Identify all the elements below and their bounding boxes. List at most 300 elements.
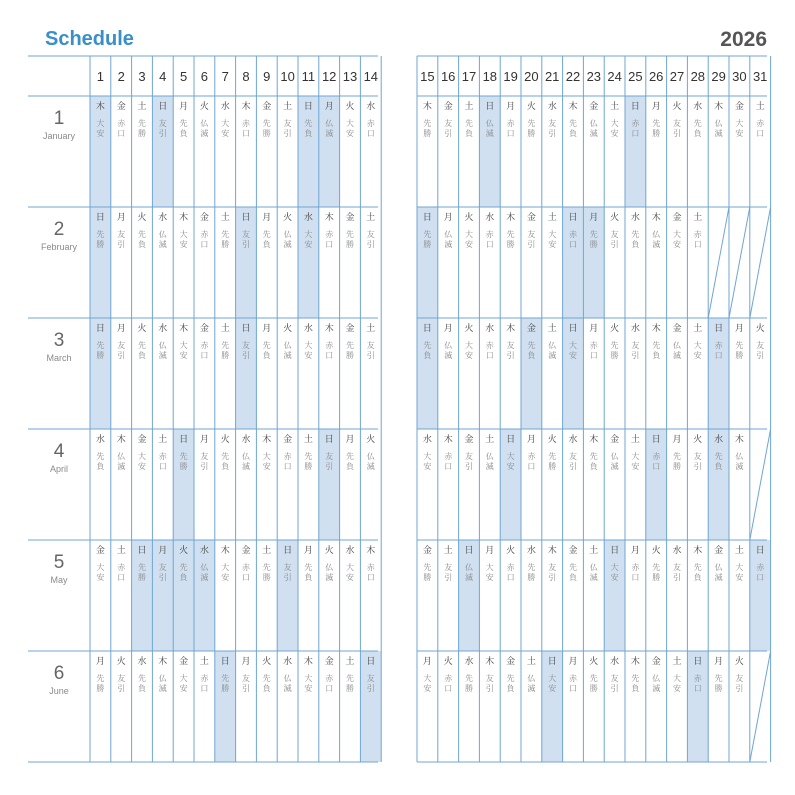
rokuyo-label: 勝 [714, 684, 723, 693]
weekday-label: 土 [547, 324, 557, 334]
rokuyo-label: 大 [610, 119, 619, 128]
weekday-label: 木 [589, 435, 599, 445]
rokuyo-label: 仏 [485, 119, 494, 128]
rokuyo-label: 先 [262, 341, 271, 350]
weekday-label: 土 [283, 102, 293, 112]
rokuyo-label: 友 [465, 452, 473, 461]
rokuyo-label: 口 [444, 684, 453, 693]
rokuyo-label: 滅 [589, 129, 598, 138]
weekday-label: 火 [464, 324, 474, 334]
shaded-day-cell [236, 207, 257, 318]
weekday-label: 木 [324, 324, 334, 334]
weekday-label: 月 [303, 546, 313, 556]
weekday-label: 火 [283, 324, 293, 334]
day-number-header: 27 [669, 69, 685, 84]
rokuyo-label: 赤 [444, 452, 453, 461]
rokuyo-label: 大 [485, 563, 494, 572]
rokuyo-label: 赤 [200, 230, 209, 239]
weekday-label: 水 [220, 102, 230, 112]
weekday-label: 月 [506, 102, 516, 112]
rokuyo-label: 引 [242, 240, 250, 249]
rokuyo-label: 先 [346, 230, 354, 239]
rokuyo-label: 先 [423, 563, 432, 572]
weekday-label: 土 [137, 102, 147, 112]
rokuyo-label: 友 [283, 563, 292, 572]
rokuyo-label: 滅 [714, 129, 723, 138]
void-day-slash [750, 651, 771, 762]
day-number-header: 20 [524, 69, 539, 84]
void-day-slash [708, 207, 729, 318]
rokuyo-label: 仏 [465, 563, 473, 572]
rokuyo-label: 先 [346, 452, 354, 461]
rokuyo-label: 引 [485, 684, 494, 693]
weekday-label: 日 [303, 102, 313, 112]
rokuyo-label: 友 [200, 452, 209, 461]
rokuyo-label: 安 [610, 573, 619, 582]
rokuyo-label: 滅 [673, 351, 681, 360]
shaded-day-cell [479, 96, 500, 207]
rokuyo-label: 友 [325, 452, 334, 461]
rokuyo-label: 負 [138, 240, 146, 249]
weekday-label: 日 [651, 435, 661, 445]
rokuyo-label: 勝 [262, 129, 271, 138]
weekday-label: 木 [324, 213, 334, 223]
month-number: 1 [53, 108, 65, 129]
weekday-label: 木 [366, 546, 376, 556]
rokuyo-label: 引 [569, 462, 577, 471]
rokuyo-label: 安 [179, 240, 188, 249]
rokuyo-label: 安 [423, 684, 432, 693]
rokuyo-label: 滅 [548, 351, 557, 360]
weekday-label: 水 [693, 102, 703, 112]
rokuyo-label: 赤 [485, 341, 494, 350]
rokuyo-label: 大 [631, 452, 640, 461]
shaded-day-cell [360, 651, 381, 762]
shaded-day-cell [215, 651, 236, 762]
weekday-label: 日 [485, 102, 495, 112]
rokuyo-label: 先 [262, 563, 271, 572]
rokuyo-label: 先 [673, 452, 681, 461]
weekday-label: 火 [755, 324, 765, 334]
weekday-label: 木 [506, 324, 516, 334]
rokuyo-label: 引 [444, 129, 453, 138]
shaded-day-cell [521, 318, 542, 429]
weekday-label: 金 [714, 546, 724, 556]
rokuyo-label: 負 [179, 573, 188, 582]
weekday-label: 月 [672, 435, 682, 445]
weekday-label: 土 [158, 435, 168, 445]
rokuyo-label: 友 [735, 674, 744, 683]
rokuyo-label: 仏 [485, 452, 494, 461]
rokuyo-label: 仏 [714, 119, 723, 128]
rokuyo-label: 先 [506, 230, 515, 239]
rokuyo-label: 赤 [631, 563, 640, 572]
rokuyo-label: 先 [465, 119, 473, 128]
weekday-label: 月 [95, 657, 105, 667]
weekday-label: 水 [303, 213, 313, 223]
rokuyo-label: 大 [673, 674, 681, 683]
rokuyo-label: 先 [714, 674, 723, 683]
weekday-label: 水 [485, 213, 495, 223]
rokuyo-label: 友 [548, 563, 557, 572]
rokuyo-label: 口 [242, 573, 250, 582]
rokuyo-label: 安 [506, 462, 515, 471]
shaded-day-cell [90, 207, 111, 318]
rokuyo-label: 友 [631, 341, 640, 350]
weekday-label: 火 [283, 213, 293, 223]
rokuyo-label: 口 [714, 351, 723, 360]
weekday-label: 日 [422, 213, 432, 223]
weekday-label: 日 [464, 546, 474, 556]
rokuyo-label: 滅 [485, 462, 494, 471]
weekday-label: 金 [734, 102, 744, 112]
rokuyo-label: 滅 [158, 240, 167, 249]
weekday-label: 土 [199, 657, 209, 667]
rokuyo-label: 仏 [444, 230, 453, 239]
shaded-day-cell [750, 540, 771, 651]
rokuyo-label: 先 [179, 119, 188, 128]
void-day-slash [750, 429, 771, 540]
rokuyo-label: 安 [221, 573, 230, 582]
shaded-day-cell [173, 429, 194, 540]
month-number: 2 [53, 219, 65, 240]
weekday-label: 火 [137, 213, 147, 223]
rokuyo-label: 友 [242, 674, 250, 683]
weekday-label: 日 [755, 546, 765, 556]
weekday-label: 木 [158, 657, 168, 667]
void-day-slash [729, 207, 750, 318]
rokuyo-label: 勝 [527, 129, 536, 138]
rokuyo-label: 安 [735, 129, 744, 138]
rokuyo-label: 引 [610, 684, 619, 693]
rokuyo-label: 先 [652, 341, 661, 350]
rokuyo-label: 赤 [693, 230, 702, 239]
weekday-label: 土 [755, 102, 765, 112]
month-number: 3 [53, 330, 65, 351]
shaded-day-cell [459, 540, 480, 651]
weekday-label: 木 [630, 657, 640, 667]
rokuyo-label: 負 [631, 684, 640, 693]
weekday-label: 火 [199, 102, 209, 112]
weekday-label: 土 [589, 546, 599, 556]
weekday-label: 土 [526, 657, 536, 667]
rokuyo-label: 大 [735, 119, 744, 128]
shaded-day-cell [298, 207, 319, 318]
rokuyo-label: 引 [283, 129, 292, 138]
month-number: 5 [53, 552, 65, 573]
rokuyo-label: 口 [242, 129, 250, 138]
weekday-label: 月 [324, 102, 334, 112]
rokuyo-label: 仏 [283, 230, 292, 239]
rokuyo-label: 勝 [673, 462, 681, 471]
rokuyo-label: 安 [346, 573, 354, 582]
weekday-label: 土 [464, 102, 474, 112]
rokuyo-label: 勝 [346, 240, 354, 249]
rokuyo-label: 口 [117, 129, 126, 138]
rokuyo-label: 引 [242, 351, 250, 360]
weekday-label: 金 [651, 657, 661, 667]
rokuyo-label: 口 [200, 240, 209, 249]
weekday-label: 土 [303, 435, 313, 445]
rokuyo-label: 大 [179, 341, 188, 350]
rokuyo-label: 口 [693, 684, 702, 693]
rokuyo-label: 仏 [325, 563, 334, 572]
rokuyo-label: 引 [366, 684, 375, 693]
day-number-header: 3 [138, 69, 146, 84]
day-number-header: 30 [732, 69, 747, 84]
weekday-label: 金 [672, 324, 682, 334]
rokuyo-label: 先 [423, 230, 432, 239]
weekday-label: 月 [714, 657, 724, 667]
weekday-label: 月 [158, 546, 168, 556]
rokuyo-label: 赤 [325, 341, 334, 350]
rokuyo-label: 勝 [304, 462, 313, 471]
rokuyo-label: 負 [527, 351, 536, 360]
rokuyo-label: 滅 [610, 462, 619, 471]
weekday-label: 金 [526, 324, 536, 334]
weekday-label: 火 [464, 213, 474, 223]
rokuyo-label: 負 [631, 240, 640, 249]
rokuyo-label: 引 [158, 129, 167, 138]
weekday-label: 土 [734, 546, 744, 556]
weekday-label: 日 [568, 324, 578, 334]
rokuyo-label: 勝 [465, 684, 473, 693]
rokuyo-label: 口 [325, 684, 334, 693]
day-number-header: 10 [280, 69, 295, 84]
rokuyo-label: 負 [262, 684, 271, 693]
rokuyo-label: 友 [610, 230, 619, 239]
rokuyo-label: 口 [283, 462, 292, 471]
rokuyo-label: 友 [444, 119, 453, 128]
weekday-label: 土 [220, 213, 230, 223]
rokuyo-label: 安 [304, 684, 313, 693]
rokuyo-label: 仏 [652, 674, 661, 683]
rokuyo-label: 安 [179, 351, 188, 360]
rokuyo-label: 赤 [652, 452, 661, 461]
rokuyo-label: 口 [631, 573, 640, 582]
shaded-day-cell [173, 540, 194, 651]
shaded-day-cell [152, 96, 173, 207]
weekday-label: 水 [422, 435, 432, 445]
shaded-day-cell [687, 651, 708, 762]
weekday-label: 水 [303, 324, 313, 334]
rokuyo-label: 負 [589, 462, 598, 471]
rokuyo-label: 先 [589, 230, 598, 239]
weekday-label: 金 [324, 657, 334, 667]
rokuyo-label: 安 [610, 129, 619, 138]
rokuyo-label: 大 [423, 452, 432, 461]
month-number: 6 [53, 663, 65, 684]
weekday-label: 水 [526, 546, 536, 556]
weekday-label: 水 [283, 657, 293, 667]
day-number-header: 28 [690, 69, 706, 84]
rokuyo-label: 赤 [569, 674, 577, 683]
weekday-label: 木 [303, 657, 313, 667]
weekday-label: 火 [526, 102, 536, 112]
weekday-label: 水 [137, 657, 147, 667]
rokuyo-label: 口 [569, 684, 577, 693]
rokuyo-label: 友 [117, 230, 126, 239]
day-number-header: 9 [263, 69, 271, 84]
weekday-label: 火 [324, 546, 334, 556]
weekday-label: 月 [116, 213, 126, 223]
weekday-label: 月 [630, 546, 640, 556]
rokuyo-label: 仏 [158, 674, 167, 683]
rokuyo-label: 滅 [444, 351, 453, 360]
weekday-label: 金 [95, 546, 105, 556]
rokuyo-label: 引 [117, 351, 126, 360]
weekday-label: 金 [345, 324, 355, 334]
day-number-header: 11 [301, 69, 316, 84]
rokuyo-label: 引 [200, 462, 209, 471]
shaded-day-cell [500, 429, 521, 540]
weekday-label: 木 [714, 102, 724, 112]
weekday-label: 金 [199, 324, 209, 334]
rokuyo-label: 負 [138, 351, 146, 360]
month-name: March [46, 353, 72, 363]
rokuyo-label: 赤 [485, 230, 494, 239]
rokuyo-label: 滅 [714, 573, 723, 582]
rokuyo-label: 友 [366, 674, 375, 683]
rokuyo-label: 仏 [652, 230, 661, 239]
rokuyo-label: 滅 [200, 129, 209, 138]
rokuyo-label: 友 [444, 563, 453, 572]
rokuyo-label: 引 [283, 573, 292, 582]
rokuyo-label: 安 [138, 462, 146, 471]
rokuyo-label: 仏 [158, 341, 167, 350]
rokuyo-label: 口 [631, 129, 640, 138]
rokuyo-label: 引 [242, 684, 250, 693]
rokuyo-label: 先 [304, 119, 313, 128]
rokuyo-label: 勝 [221, 240, 230, 249]
weekday-label: 月 [568, 657, 578, 667]
shaded-day-cell [298, 96, 319, 207]
rokuyo-label: 勝 [589, 240, 598, 249]
rokuyo-label: 先 [138, 341, 146, 350]
rokuyo-label: 友 [569, 452, 577, 461]
rokuyo-label: 勝 [652, 573, 661, 582]
rokuyo-label: 負 [423, 351, 432, 360]
weekday-label: 金 [506, 657, 516, 667]
rokuyo-label: 勝 [652, 129, 661, 138]
rokuyo-label: 先 [304, 452, 313, 461]
rokuyo-label: 大 [610, 563, 619, 572]
rokuyo-label: 友 [242, 341, 250, 350]
rokuyo-label: 負 [304, 129, 313, 138]
rokuyo-label: 安 [304, 351, 313, 360]
weekday-label: 月 [526, 435, 536, 445]
weekday-label: 土 [366, 213, 376, 223]
weekday-label: 水 [630, 324, 640, 334]
rokuyo-label: 勝 [506, 240, 515, 249]
rokuyo-label: 口 [756, 573, 765, 582]
rokuyo-label: 口 [158, 462, 167, 471]
weekday-label: 土 [345, 657, 355, 667]
weekday-label: 月 [443, 324, 453, 334]
weekday-label: 金 [345, 213, 355, 223]
weekday-label: 火 [651, 546, 661, 556]
rokuyo-label: 引 [527, 240, 536, 249]
weekday-label: 火 [443, 657, 453, 667]
rokuyo-label: 友 [527, 230, 536, 239]
rokuyo-label: 滅 [283, 684, 292, 693]
rokuyo-label: 赤 [366, 563, 375, 572]
rokuyo-label: 負 [652, 351, 661, 360]
rokuyo-label: 赤 [283, 452, 292, 461]
rokuyo-label: 負 [179, 129, 188, 138]
rokuyo-label: 引 [631, 351, 640, 360]
shaded-day-cell [319, 96, 340, 207]
rokuyo-label: 安 [569, 351, 577, 360]
weekday-label: 日 [610, 546, 620, 556]
rokuyo-label: 大 [693, 341, 702, 350]
rokuyo-label: 大 [506, 452, 515, 461]
weekday-label: 金 [672, 213, 682, 223]
weekday-label: 日 [422, 324, 432, 334]
rokuyo-label: 赤 [693, 674, 702, 683]
rokuyo-label: 滅 [325, 573, 334, 582]
shaded-day-cell [542, 651, 563, 762]
rokuyo-label: 大 [138, 452, 146, 461]
rokuyo-label: 仏 [589, 563, 598, 572]
weekday-label: 火 [693, 435, 703, 445]
weekday-label: 日 [547, 657, 557, 667]
weekday-label: 火 [610, 324, 620, 334]
rokuyo-label: 勝 [346, 684, 354, 693]
rokuyo-label: 勝 [262, 573, 271, 582]
weekday-label: 土 [485, 435, 495, 445]
rokuyo-label: 勝 [96, 351, 105, 360]
rokuyo-label: 先 [589, 452, 598, 461]
rokuyo-label: 先 [527, 341, 536, 350]
rokuyo-label: 負 [262, 351, 271, 360]
rokuyo-label: 先 [304, 563, 313, 572]
rokuyo-label: 赤 [366, 119, 375, 128]
rokuyo-label: 滅 [652, 240, 661, 249]
rokuyo-label: 滅 [735, 462, 744, 471]
rokuyo-label: 負 [221, 462, 230, 471]
rokuyo-label: 友 [693, 452, 702, 461]
day-number-header: 12 [321, 69, 337, 84]
rokuyo-label: 口 [506, 129, 515, 138]
shaded-day-cell [417, 207, 438, 318]
weekday-label: 金 [464, 435, 474, 445]
weekday-label: 土 [116, 546, 126, 556]
rokuyo-label: 先 [221, 230, 230, 239]
rokuyo-label: 負 [96, 462, 105, 471]
rokuyo-label: 先 [423, 341, 432, 350]
rokuyo-label: 先 [631, 230, 640, 239]
rokuyo-label: 先 [506, 674, 515, 683]
rokuyo-label: 赤 [506, 119, 515, 128]
weekday-label: 月 [589, 213, 599, 223]
rokuyo-label: 口 [652, 462, 661, 471]
rokuyo-label: 赤 [117, 563, 126, 572]
rokuyo-label: 滅 [485, 129, 494, 138]
rokuyo-label: 安 [423, 462, 432, 471]
rokuyo-label: 先 [221, 452, 230, 461]
shaded-day-cell [319, 429, 340, 540]
rokuyo-label: 赤 [527, 452, 536, 461]
rokuyo-label: 安 [631, 462, 640, 471]
rokuyo-label: 赤 [444, 674, 453, 683]
rokuyo-label: 負 [569, 129, 577, 138]
day-number-header: 18 [482, 69, 498, 84]
weekday-label: 木 [116, 435, 126, 445]
rokuyo-label: 友 [548, 119, 557, 128]
rokuyo-label: 勝 [548, 462, 557, 471]
rokuyo-label: 引 [465, 462, 473, 471]
